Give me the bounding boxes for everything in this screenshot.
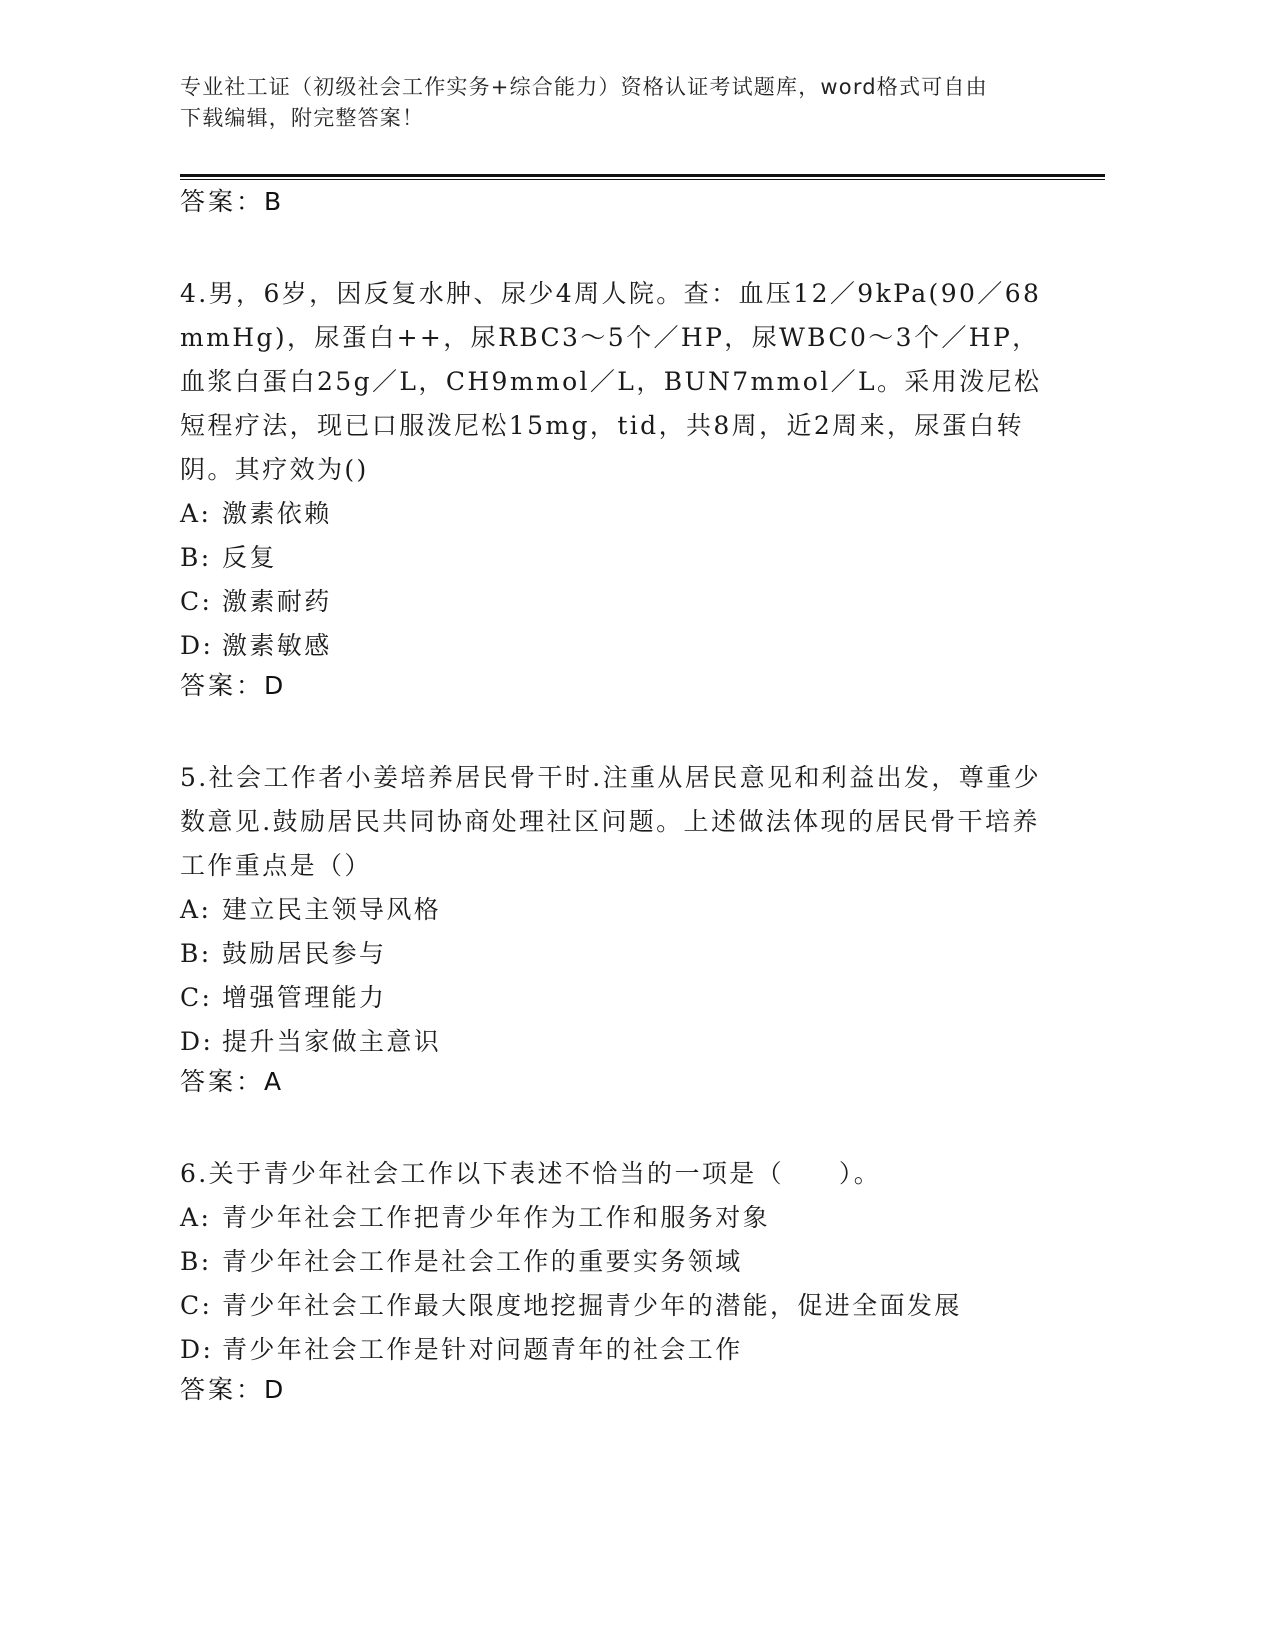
answer-line xyxy=(180,668,1060,704)
option-text: 青少年社会工作是针对问题青年的社会工作 xyxy=(222,1335,743,1364)
option-text: 激素耐药 xyxy=(222,587,332,616)
option-text: 青少年社会工作把青少年作为工作和服务对象 xyxy=(222,1203,771,1232)
answer-value: A xyxy=(264,1067,283,1096)
option-a xyxy=(180,1196,1060,1240)
answer-label: 答案： xyxy=(180,187,265,216)
option-key: D: xyxy=(180,1027,214,1056)
question-stem: 6.关于青少年社会工作以下表述不恰当的一项是（ ）。 xyxy=(180,1159,882,1188)
option-a xyxy=(180,888,1060,932)
option-b xyxy=(180,1240,1060,1284)
header-rule-thin xyxy=(180,179,1105,180)
option-text: 反复 xyxy=(222,543,277,572)
option-text: 青少年社会工作是社会工作的重要实务领域 xyxy=(222,1247,743,1276)
question-block xyxy=(180,1152,1060,1408)
question-list xyxy=(180,184,1060,1408)
option-key: B: xyxy=(180,1247,212,1276)
option-d xyxy=(180,1020,1060,1064)
option-key: B: xyxy=(180,939,212,968)
question-stem: 5.社会工作者小姜培养居民骨干时.注重从居民意见和利益出发，尊重少数意见.鼓励居民共同协商处理社区问题。上述做法体现的居民骨干培养工作重点是（） xyxy=(180,763,1042,880)
header-line-2: 下载编辑，附完整答案！ xyxy=(180,106,425,130)
option-key: A: xyxy=(180,895,212,924)
answer-label: 答案： xyxy=(180,1375,265,1404)
answer-value: D xyxy=(264,671,285,700)
question-block xyxy=(180,756,1060,1100)
answer-line xyxy=(180,1372,1060,1408)
option-text: 建立民主领导风格 xyxy=(222,895,442,924)
question-block xyxy=(180,272,1060,704)
option-text: 鼓励居民参与 xyxy=(222,939,387,968)
answer-line xyxy=(180,1064,1060,1100)
option-text: 提升当家做主意识 xyxy=(222,1027,442,1056)
option-text: 青少年社会工作最大限度地挖掘青少年的潜能，促进全面发展 xyxy=(222,1291,962,1320)
option-b xyxy=(180,536,1060,580)
option-d xyxy=(180,624,1060,668)
option-key: A: xyxy=(180,1203,212,1232)
answer-value: D xyxy=(264,1375,285,1404)
option-c xyxy=(180,976,1060,1020)
option-key: C: xyxy=(180,587,213,616)
option-key: C: xyxy=(180,1291,213,1320)
answer-label: 答案： xyxy=(180,1067,265,1096)
spacer xyxy=(180,704,1060,752)
spacer xyxy=(180,1100,1060,1148)
spacer xyxy=(180,220,1060,268)
answer-label: 答案： xyxy=(180,671,265,700)
option-key: D: xyxy=(180,631,214,660)
option-key: B: xyxy=(180,543,212,572)
answer-line xyxy=(180,184,1060,220)
option-text: 增强管理能力 xyxy=(222,983,387,1012)
option-a xyxy=(180,492,1060,536)
option-d xyxy=(180,1328,1060,1372)
page-header xyxy=(180,72,1060,134)
option-text: 激素敏感 xyxy=(222,631,332,660)
option-text: 激素依赖 xyxy=(222,499,332,528)
option-key: A: xyxy=(180,499,212,528)
option-key: C: xyxy=(180,983,213,1012)
header-line-1: 专业社工证（初级社会工作实务+综合能力）资格认证考试题库，word格式可自由 xyxy=(180,75,988,99)
header-rule-thick xyxy=(180,174,1105,177)
option-key: D: xyxy=(180,1335,214,1364)
answer-value: B xyxy=(264,187,283,216)
question-stem: 4.男，6岁，因反复水肿、尿少4周人院。查：血压12／9kPa(90／68mmHg)，尿蛋白++，尿RBC3～5个／HP，尿WBC0～3个／HP，血浆白蛋白25g／L，CH9mmol／L，BUN7mmol／L。采用泼尼松短程疗法，现已口服泼尼松15mg，tid，共8周，近2周来，尿蛋白转阴。其疗效为() xyxy=(180,279,1042,484)
option-b xyxy=(180,932,1060,976)
option-c xyxy=(180,1284,1060,1328)
option-c xyxy=(180,580,1060,624)
